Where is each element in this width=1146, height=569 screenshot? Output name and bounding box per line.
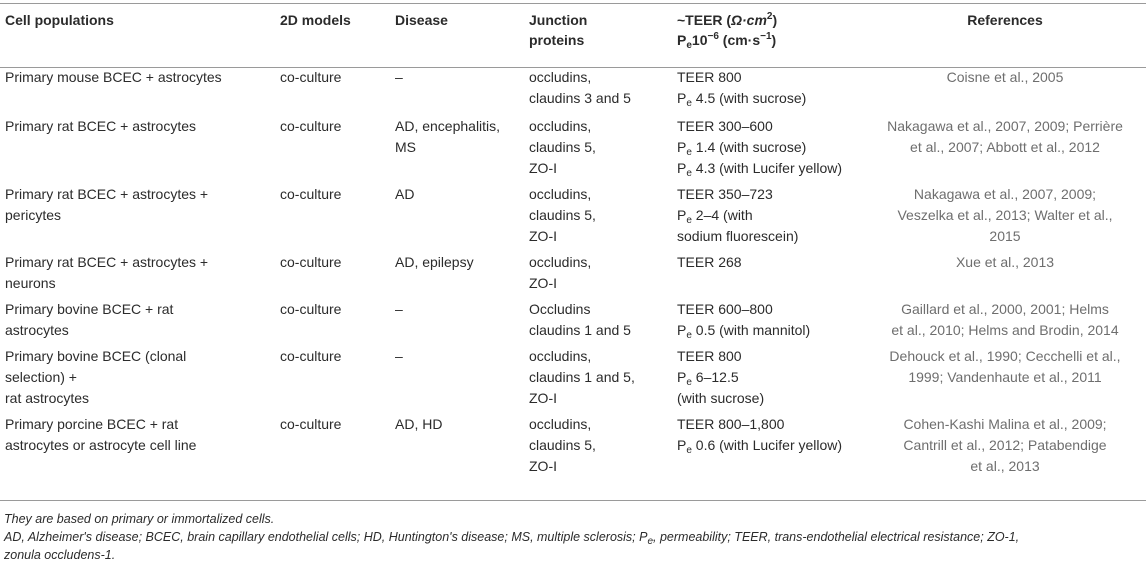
- cell-teer-pe: [672, 346, 865, 414]
- cell-references: Coisne et al., 2005: [946, 69, 1064, 85]
- cell-disease: AD, HD: [395, 416, 443, 432]
- footnote-line-1: They are based on primary or immortalized cells.: [4, 512, 275, 526]
- header-2d-models: 2D models: [280, 12, 351, 28]
- cell-2d-model: co-culture: [280, 118, 342, 134]
- cell-populations: Primary mouse BCEC + astrocytes: [5, 69, 222, 85]
- cell-disease: –: [395, 69, 403, 85]
- cell-populations: Primary rat BCEC + astrocytes + pericytes: [5, 186, 209, 223]
- cell-2d-model: co-culture: [280, 348, 342, 364]
- pe-value: $P_e$ 6–12.5: [677, 369, 739, 388]
- cell-disease: –: [395, 348, 403, 364]
- cell-disease: –: [395, 301, 403, 317]
- table-row: [0, 252, 1146, 299]
- cell-populations: Primary porcine BCEC + rat astrocytes or astrocyte cell line: [5, 416, 197, 453]
- header-cell-populations: Cell populations: [5, 12, 114, 28]
- teer-value: TEER 350–723: [677, 186, 773, 202]
- header-row: [0, 10, 1146, 67]
- cell-junction-proteins: occludins, claudins 5, ZO-I: [529, 118, 596, 176]
- cell-junction-proteins: occludins, claudins 5, ZO-I: [529, 186, 596, 244]
- cell-references: Nakagawa et al., 2007, 2009; Perrière et al., 2007; Abbott et al., 2012: [887, 118, 1123, 155]
- cell-junction-proteins: occludins, claudins 3 and 5: [529, 69, 631, 106]
- cell-2d-model: co-culture: [280, 254, 342, 270]
- cell-teer-pe: [672, 299, 865, 346]
- teer-value: TEER 300–600: [677, 118, 773, 134]
- cell-2d-model: co-culture: [280, 416, 342, 432]
- pe-value: $P_e$ 4.5 (with sucrose): [677, 90, 807, 109]
- pe-value: $P_e$ 4.3 (with Lucifer yellow): [677, 160, 843, 179]
- bottom-rule: [0, 500, 1146, 501]
- cell-teer-pe: [672, 414, 865, 482]
- teer-value: TEER 268: [677, 254, 742, 270]
- pe-value: $P_e$ 0.6 (with Lucifer yellow): [677, 437, 843, 456]
- pe-value: $P_e$ 0.5 (with mannitol): [677, 322, 811, 341]
- cell-junction-proteins: Occludins claudins 1 and 5: [529, 301, 631, 338]
- teer-value: TEER 800–1,800: [677, 416, 785, 432]
- cell-populations: Primary bovine BCEC (clonal selection) + rat astrocytes: [5, 348, 187, 406]
- pe-value: $P_e$ 1.4 (with sucrose): [677, 139, 807, 158]
- cell-disease: AD, encephalitis, MS: [395, 118, 501, 155]
- header-junction-proteins: Junction proteins: [529, 12, 588, 48]
- header-teer-pe: [672, 10, 865, 67]
- table-row: [0, 346, 1146, 414]
- header-teer: ~TEER $(\Omega\cdot cm^2)$: [677, 11, 778, 28]
- header-references: References: [967, 12, 1043, 28]
- cell-disease: AD, epilepsy: [395, 254, 474, 270]
- header-disease: Disease: [395, 12, 448, 28]
- cell-populations: Primary rat BCEC + astrocytes + neurons: [5, 254, 209, 291]
- cell-teer-pe: [672, 116, 865, 184]
- footnote-line-3: zonula occludens-1.: [4, 548, 116, 562]
- cell-junction-proteins: occludins, ZO-I: [529, 254, 592, 291]
- header-pe: $P_e10^{-6}$ $(cm\cdot s^{-1})$: [677, 31, 777, 51]
- teer-value: TEER 600–800: [677, 301, 773, 317]
- cell-references: Gaillard et al., 2000, 2001; Helms et al., 2010; Helms and Brodin, 2014: [891, 301, 1119, 338]
- top-rule: [0, 3, 1146, 4]
- table-row: [0, 67, 1146, 116]
- cell-references: Dehouck et al., 1990; Cecchelli et al., 1999; Vandenhaute et al., 2011: [889, 348, 1121, 385]
- cell-2d-model: co-culture: [280, 69, 342, 85]
- cell-references: Cohen-Kashi Malina et al., 2009; Cantrill et al., 2012; Patabendige et al., 2013: [903, 416, 1107, 474]
- cell-populations: Primary rat BCEC + astrocytes: [5, 118, 196, 134]
- cell-2d-model: co-culture: [280, 301, 342, 317]
- cell-populations: Primary bovine BCEC + rat astrocytes: [5, 301, 174, 338]
- pe-value: $P_e$ 2–4 (with: [677, 207, 753, 226]
- cell-junction-proteins: occludins, claudins 1 and 5, ZO-I: [529, 348, 635, 406]
- data-table: [0, 10, 1146, 482]
- cell-2d-model: co-culture: [280, 186, 342, 202]
- cell-references: Nakagawa et al., 2007, 2009; Veszelka et al., 2013; Walter et al., 2015: [897, 186, 1113, 244]
- cell-teer-pe: [672, 252, 865, 299]
- pe-value-continued: sodium fluorescein): [677, 228, 799, 244]
- cell-references: Xue et al., 2013: [955, 254, 1055, 270]
- footnote-abbreviations: AD, Alzheimer's disease; BCEC, brain capillary endothelial cells; HD, Huntington's disease; MS, multiple sclerosis; $P_e$, permeability; TEER, trans-endothelial electrical resistance; ZO-1,: [4, 530, 1020, 547]
- table-row: [0, 184, 1146, 252]
- table-row: [0, 299, 1146, 346]
- table-footnote: [4, 510, 1142, 564]
- table-row: [0, 414, 1146, 482]
- cell-teer-pe: [672, 184, 865, 252]
- table-row: [0, 116, 1146, 184]
- cell-teer-pe: [672, 67, 865, 116]
- cell-disease: AD: [395, 186, 415, 202]
- cell-junction-proteins: occludins, claudins 5, ZO-I: [529, 416, 596, 474]
- teer-value: TEER 800: [677, 69, 742, 85]
- teer-value: TEER 800: [677, 348, 742, 364]
- pe-value-continued: (with sucrose): [677, 390, 765, 406]
